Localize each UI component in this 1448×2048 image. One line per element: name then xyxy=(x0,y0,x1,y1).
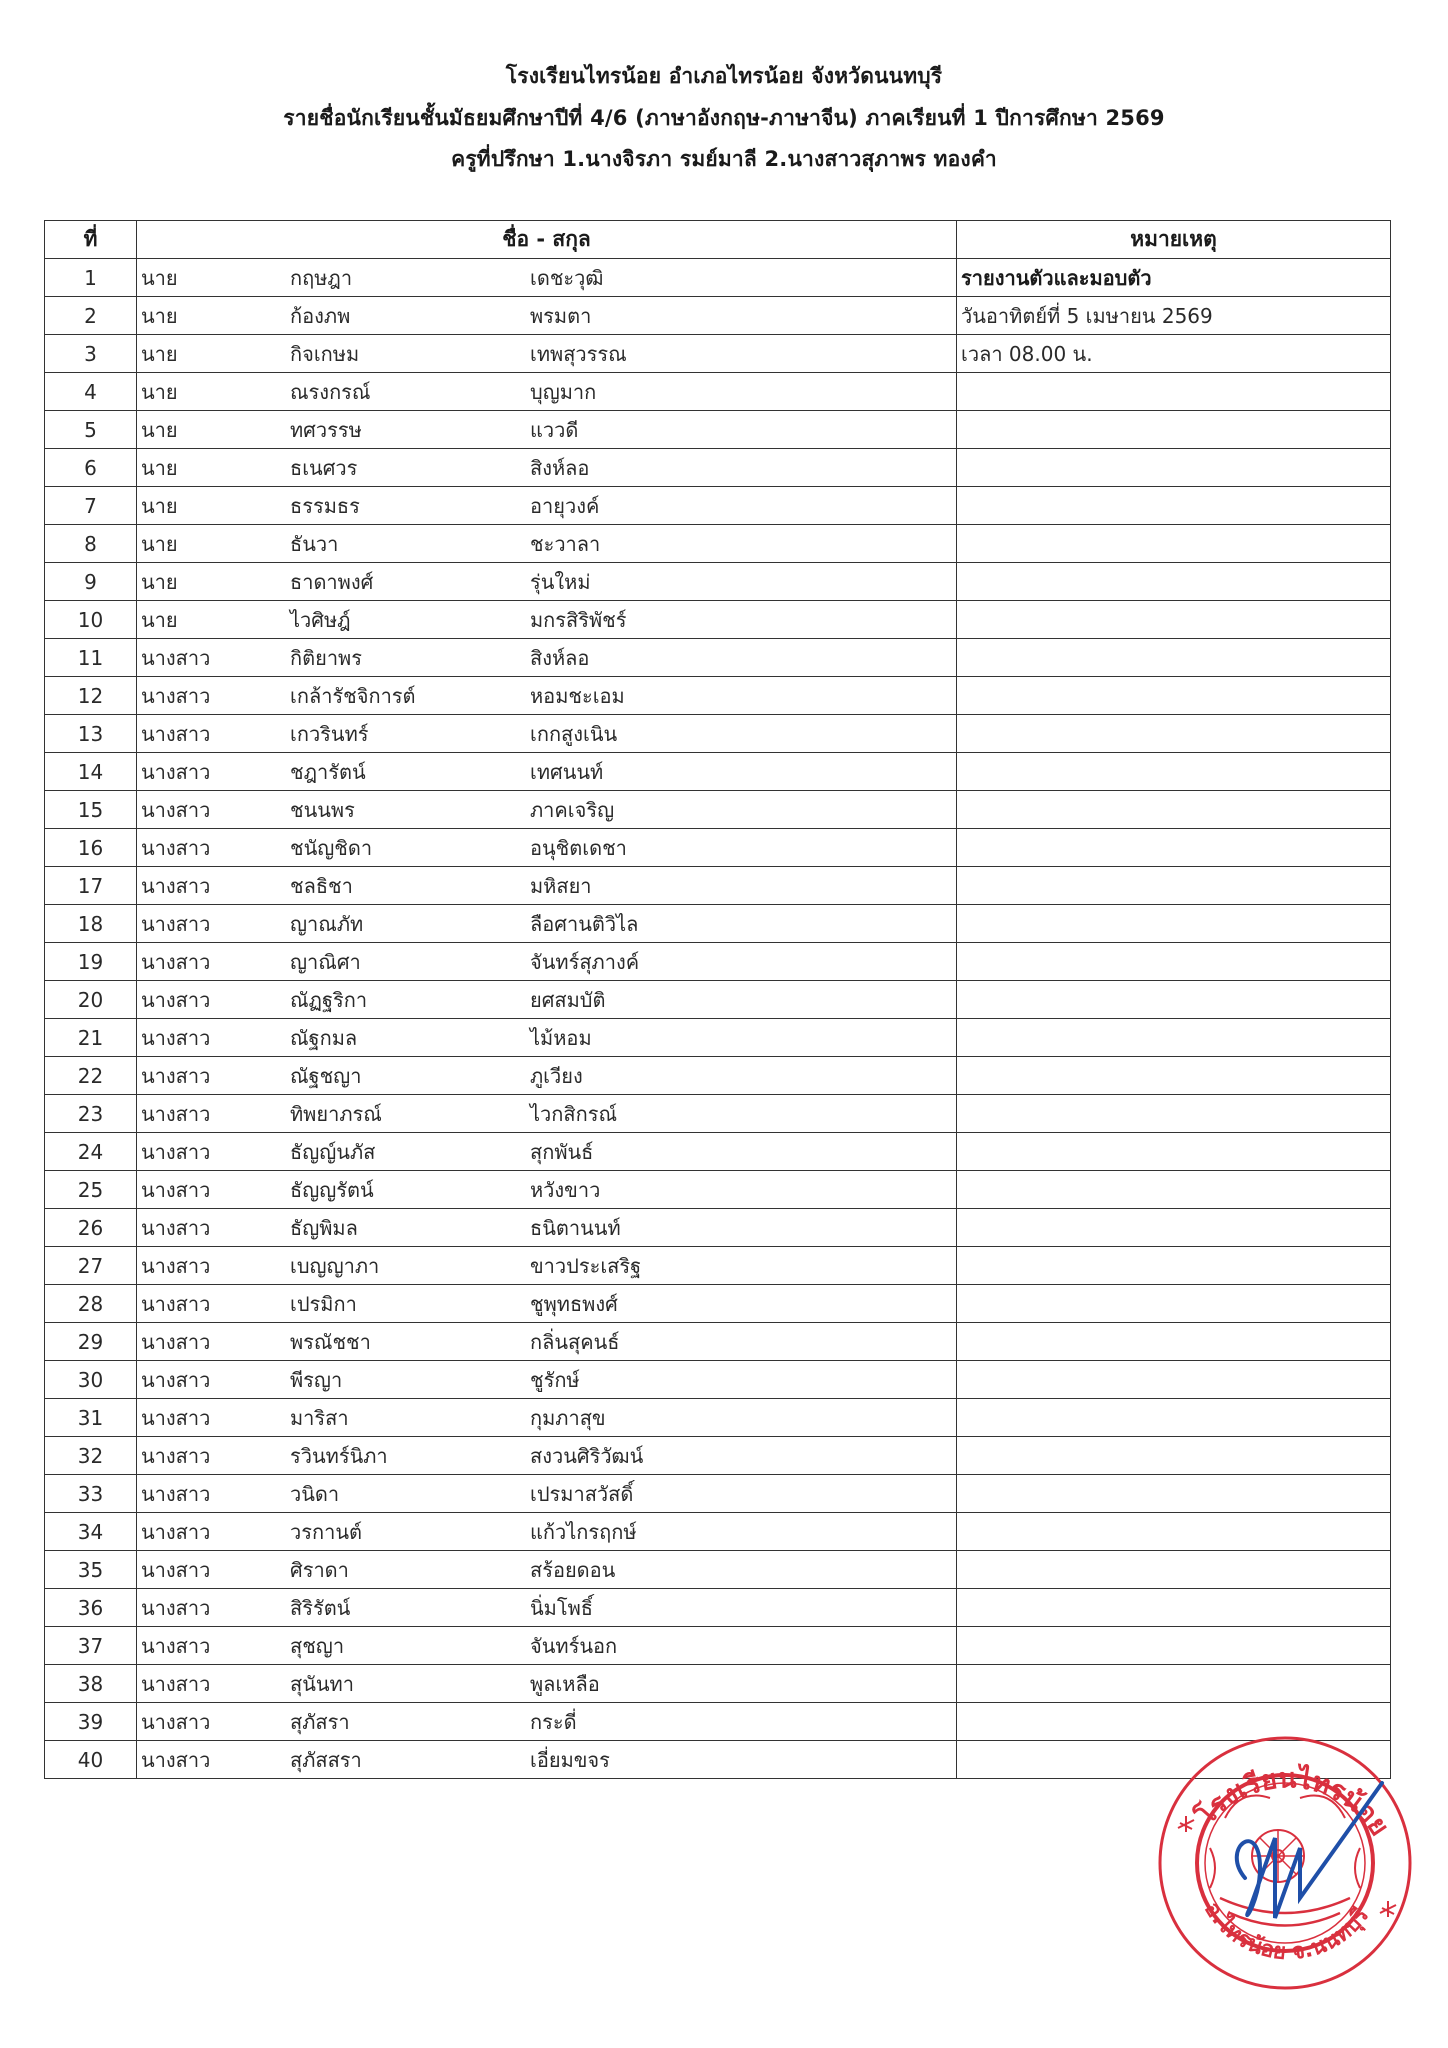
student-name-cell xyxy=(137,1019,957,1057)
last-name: หวังขาว xyxy=(530,1177,601,1202)
student-name-cell xyxy=(137,525,957,563)
first-name: ญาณภัท xyxy=(290,911,364,936)
row-number: 27 xyxy=(45,1247,137,1285)
first-name: ธัญพิมล xyxy=(290,1215,358,1240)
table-row xyxy=(45,1589,1391,1627)
student-name-cell xyxy=(137,411,957,449)
row-number: 4 xyxy=(45,373,137,411)
table-row xyxy=(45,1551,1391,1589)
table-row xyxy=(45,411,1391,449)
table-row xyxy=(45,1665,1391,1703)
name-prefix: นางสาว xyxy=(141,1671,211,1696)
remark-cell xyxy=(957,1019,1391,1057)
row-number: 9 xyxy=(45,563,137,601)
first-name: ณรงกรณ์ xyxy=(290,379,371,404)
student-name-cell xyxy=(137,1665,957,1703)
last-name: ลือศานติวิไล xyxy=(530,911,639,936)
name-prefix: นาย xyxy=(141,569,178,594)
row-number: 8 xyxy=(45,525,137,563)
first-name: เกวรินทร์ xyxy=(290,721,369,746)
last-name: สิงห์ลอ xyxy=(530,455,590,480)
student-name-cell xyxy=(137,1475,957,1513)
row-number: 14 xyxy=(45,753,137,791)
name-prefix: นางสาว xyxy=(141,759,211,784)
remark-cell xyxy=(957,1361,1391,1399)
student-name-cell xyxy=(137,753,957,791)
seal-bottom-text: อ.ไทรน้อย จ.นนทบุรี xyxy=(1199,1897,1375,1966)
star-ornament-icon xyxy=(1178,1816,1194,1832)
remark-cell xyxy=(957,1057,1391,1095)
name-prefix: นางสาว xyxy=(141,1519,211,1544)
first-name: สุภัสสรา xyxy=(290,1747,362,1772)
last-name: มกรสิริพัชร์ xyxy=(530,607,627,632)
table-row xyxy=(45,1247,1391,1285)
remark-cell xyxy=(957,1171,1391,1209)
first-name: สิริรัตน์ xyxy=(290,1595,351,1620)
last-name: นิ่มโพธิ์ xyxy=(530,1595,593,1620)
row-number: 36 xyxy=(45,1589,137,1627)
name-prefix: นางสาว xyxy=(141,1291,211,1316)
student-name-cell xyxy=(137,449,957,487)
row-number: 1 xyxy=(45,259,137,297)
name-prefix: นางสาว xyxy=(141,987,211,1012)
last-name: จันทร์นอก xyxy=(530,1633,618,1658)
last-name: ชูพุทธพงศ์ xyxy=(530,1291,618,1316)
first-name: ทศวรรษ xyxy=(290,417,362,442)
first-name: ธรรมธร xyxy=(290,493,360,518)
name-prefix: นาย xyxy=(141,607,178,632)
row-number: 5 xyxy=(45,411,137,449)
table-row xyxy=(45,867,1391,905)
student-name-cell xyxy=(137,297,957,335)
row-number: 22 xyxy=(45,1057,137,1095)
table-row xyxy=(45,1437,1391,1475)
remark-cell xyxy=(957,1665,1391,1703)
name-prefix: นาย xyxy=(141,417,178,442)
student-name-cell xyxy=(137,1627,957,1665)
table-row xyxy=(45,1019,1391,1057)
first-name: ชนัญชิดา xyxy=(290,835,373,860)
name-prefix: นาย xyxy=(141,341,178,366)
row-number: 21 xyxy=(45,1019,137,1057)
remark-cell xyxy=(957,1323,1391,1361)
table-row xyxy=(45,259,1391,297)
row-number: 3 xyxy=(45,335,137,373)
column-header-remark: หมายเหตุ xyxy=(957,221,1391,259)
remark-cell xyxy=(957,943,1391,981)
last-name: พูลเหลือ xyxy=(530,1671,600,1696)
remark-cell xyxy=(957,1589,1391,1627)
row-number: 30 xyxy=(45,1361,137,1399)
first-name: ญาณิศา xyxy=(290,949,361,974)
table-row xyxy=(45,677,1391,715)
row-number: 10 xyxy=(45,601,137,639)
row-number: 26 xyxy=(45,1209,137,1247)
table-row xyxy=(45,335,1391,373)
row-number: 35 xyxy=(45,1551,137,1589)
remark-cell xyxy=(957,753,1391,791)
first-name: กิติยาพร xyxy=(290,645,362,670)
table-row xyxy=(45,1133,1391,1171)
remark-cell xyxy=(957,601,1391,639)
student-name-cell xyxy=(137,715,957,753)
row-number: 15 xyxy=(45,791,137,829)
table-row xyxy=(45,1095,1391,1133)
remark-cell xyxy=(957,677,1391,715)
last-name: จันทร์สุภางค์ xyxy=(530,949,640,974)
student-name-cell xyxy=(137,335,957,373)
table-row xyxy=(45,1361,1391,1399)
row-number: 24 xyxy=(45,1133,137,1171)
student-name-cell xyxy=(137,867,957,905)
first-name: ธัญญรัตน์ xyxy=(290,1177,374,1202)
last-name: เทศนนท์ xyxy=(530,759,604,784)
student-name-cell xyxy=(137,677,957,715)
last-name: บุญมาก xyxy=(530,379,597,404)
row-number: 38 xyxy=(45,1665,137,1703)
row-number: 25 xyxy=(45,1171,137,1209)
remark-cell xyxy=(957,791,1391,829)
table-row xyxy=(45,1513,1391,1551)
name-prefix: นางสาว xyxy=(141,797,211,822)
table-row xyxy=(45,373,1391,411)
student-name-cell xyxy=(137,1589,957,1627)
name-prefix: นาย xyxy=(141,265,178,290)
row-number: 19 xyxy=(45,943,137,981)
table-row xyxy=(45,905,1391,943)
student-name-cell xyxy=(137,259,957,297)
last-name: หอมชะเอม xyxy=(530,683,625,708)
row-number: 37 xyxy=(45,1627,137,1665)
name-prefix: นางสาว xyxy=(141,1633,211,1658)
last-name: กระดี่ xyxy=(530,1709,577,1734)
last-name: กุมภาสุข xyxy=(530,1405,606,1430)
table-row xyxy=(45,1057,1391,1095)
name-prefix: นาย xyxy=(141,455,178,480)
document-title: รายชื่อนักเรียนชั้นมัธยมศึกษาปีที่ 4/6 (ภาษาอังกฤษ-ภาษาจีน) ภาคเรียนที่ 1 ปีการศึกษา 2569 xyxy=(283,106,1165,130)
table-row xyxy=(45,1627,1391,1665)
first-name: เปรมิกา xyxy=(290,1291,357,1316)
student-name-cell xyxy=(137,601,957,639)
row-number: 12 xyxy=(45,677,137,715)
svg-text:โรงเรียนไทรน้อย xyxy=(1188,1762,1395,1841)
last-name: เทพสุวรรณ xyxy=(530,341,627,366)
remark-cell: เวลา 08.00 น. xyxy=(957,335,1391,373)
last-name: เกกสูงเนิน xyxy=(530,721,618,746)
table-row xyxy=(45,715,1391,753)
student-name-cell xyxy=(137,563,957,601)
remark-cell xyxy=(957,639,1391,677)
last-name: เปรมาสวัสดิ์ xyxy=(530,1481,634,1506)
last-name: สร้อยดอน xyxy=(530,1557,616,1582)
first-name: ณัฏฐริกา xyxy=(290,987,368,1012)
student-name-cell xyxy=(137,487,957,525)
row-number: 18 xyxy=(45,905,137,943)
remark-cell xyxy=(957,449,1391,487)
remark-cell xyxy=(957,487,1391,525)
name-prefix: นางสาว xyxy=(141,1595,211,1620)
name-prefix: นาย xyxy=(141,303,178,328)
first-name: มาริสา xyxy=(290,1405,349,1430)
first-name: ไวศิษฎ์ xyxy=(290,607,351,632)
table-header-row xyxy=(45,221,1391,259)
remark-cell xyxy=(957,1247,1391,1285)
row-number: 7 xyxy=(45,487,137,525)
first-name: ศิราดา xyxy=(290,1557,349,1582)
remark-cell xyxy=(957,373,1391,411)
first-name: วนิดา xyxy=(290,1481,340,1506)
remark-cell xyxy=(957,1437,1391,1475)
row-number: 34 xyxy=(45,1513,137,1551)
column-header-no: ที่ xyxy=(45,221,137,259)
first-name: กิจเกษม xyxy=(290,341,360,366)
remark-cell xyxy=(957,1399,1391,1437)
name-prefix: นางสาว xyxy=(141,1063,211,1088)
last-name: กลิ่นสุคนธ์ xyxy=(530,1329,620,1354)
table-row xyxy=(45,525,1391,563)
remark-cell xyxy=(957,1285,1391,1323)
name-prefix: นางสาว xyxy=(141,721,211,746)
first-name: เบญญาภา xyxy=(290,1253,380,1278)
first-name: สุภัสรา xyxy=(290,1709,350,1734)
student-name-cell xyxy=(137,1057,957,1095)
last-name: อายุวงค์ xyxy=(530,493,600,518)
table-row xyxy=(45,753,1391,791)
table-row xyxy=(45,1209,1391,1247)
first-name: กฤษฎา xyxy=(290,265,353,290)
student-name-cell xyxy=(137,981,957,1019)
school-title: โรงเรียนไทรน้อย อำเภอไทรน้อย จังหวัดนนทบุรี xyxy=(505,64,943,88)
student-name-cell xyxy=(137,791,957,829)
last-name: มหิสยา xyxy=(530,873,592,898)
first-name: สุนันทา xyxy=(290,1671,354,1696)
name-prefix: นางสาว xyxy=(141,1557,211,1582)
student-name-cell xyxy=(137,1551,957,1589)
first-name: ชฎารัตน์ xyxy=(290,759,366,784)
last-name: แววดี xyxy=(530,417,579,442)
name-prefix: นางสาว xyxy=(141,1747,211,1772)
last-name: สิงห์ลอ xyxy=(530,645,590,670)
last-name: แก้วไกรฤกษ์ xyxy=(530,1519,637,1544)
first-name: ณัฐชญา xyxy=(290,1063,362,1088)
first-name: พรณัชชา xyxy=(290,1329,371,1354)
name-prefix: นางสาว xyxy=(141,949,211,974)
column-header-name: ชื่อ - สกุล xyxy=(137,221,957,259)
row-number: 17 xyxy=(45,867,137,905)
student-name-cell xyxy=(137,829,957,867)
student-name-cell xyxy=(137,1247,957,1285)
remark-cell xyxy=(957,867,1391,905)
table-row xyxy=(45,1475,1391,1513)
student-name-cell xyxy=(137,1437,957,1475)
last-name: ชะวาลา xyxy=(530,531,601,556)
name-prefix: นางสาว xyxy=(141,683,211,708)
name-prefix: นางสาว xyxy=(141,1253,211,1278)
name-prefix: นางสาว xyxy=(141,1329,211,1354)
seal-top-text: โรงเรียนไทรน้อย xyxy=(1190,1763,1396,1842)
row-number: 31 xyxy=(45,1399,137,1437)
row-number: 29 xyxy=(45,1323,137,1361)
last-name: เดชะวุฒิ xyxy=(530,265,604,290)
name-prefix: นาย xyxy=(141,493,178,518)
first-name: ธันวา xyxy=(290,531,339,556)
first-name: ทิพยาภรณ์ xyxy=(290,1101,382,1126)
student-roster-table xyxy=(44,220,1391,1779)
row-number: 20 xyxy=(45,981,137,1019)
row-number: 40 xyxy=(45,1741,137,1779)
name-prefix: นางสาว xyxy=(141,873,211,898)
remark-cell xyxy=(957,1513,1391,1551)
remark-cell xyxy=(957,829,1391,867)
last-name: รุ่นใหม่ xyxy=(530,569,591,594)
remark-cell xyxy=(957,905,1391,943)
table-row xyxy=(45,791,1391,829)
name-prefix: นาย xyxy=(141,379,178,404)
first-name: ธเนศวร xyxy=(290,455,358,480)
table-row xyxy=(45,563,1391,601)
student-name-cell xyxy=(137,943,957,981)
last-name: ยศสมบัติ xyxy=(530,987,606,1012)
row-number: 32 xyxy=(45,1437,137,1475)
name-prefix: นางสาว xyxy=(141,645,211,670)
name-prefix: นางสาว xyxy=(141,1215,211,1240)
remark-cell xyxy=(957,563,1391,601)
name-prefix: นางสาว xyxy=(141,1139,211,1164)
name-prefix: นางสาว xyxy=(141,1405,211,1430)
table-row xyxy=(45,1399,1391,1437)
last-name: สงวนศิริวัฒน์ xyxy=(530,1443,644,1468)
name-prefix: นางสาว xyxy=(141,1443,211,1468)
remark-cell xyxy=(957,1475,1391,1513)
table-row xyxy=(45,829,1391,867)
table-row xyxy=(45,297,1391,335)
first-name: ก้องภพ xyxy=(290,303,351,328)
student-name-cell xyxy=(137,639,957,677)
remark-cell xyxy=(957,1095,1391,1133)
student-name-cell xyxy=(137,373,957,411)
first-name: วรกานต์ xyxy=(290,1519,362,1544)
student-name-cell xyxy=(137,1703,957,1741)
remark-cell xyxy=(957,411,1391,449)
name-prefix: นางสาว xyxy=(141,835,211,860)
row-number: 6 xyxy=(45,449,137,487)
first-name: ชนนพร xyxy=(290,797,355,822)
name-prefix: นางสาว xyxy=(141,1481,211,1506)
table-row xyxy=(45,1285,1391,1323)
row-number: 11 xyxy=(45,639,137,677)
student-name-cell xyxy=(137,1323,957,1361)
student-name-cell xyxy=(137,1741,957,1779)
school-seal-stamp xyxy=(1150,1728,1420,1998)
last-name: ขาวประเสริฐ xyxy=(530,1253,642,1278)
first-name: ณัฐกมล xyxy=(290,1025,358,1050)
remark-cell xyxy=(957,525,1391,563)
last-name: อนุชิตเดชา xyxy=(530,835,627,860)
name-prefix: นางสาว xyxy=(141,1709,211,1734)
table-row xyxy=(45,487,1391,525)
table-row xyxy=(45,943,1391,981)
remark-cell xyxy=(957,715,1391,753)
table-row xyxy=(45,981,1391,1019)
student-name-cell xyxy=(137,1361,957,1399)
row-number: 13 xyxy=(45,715,137,753)
student-name-cell xyxy=(137,1513,957,1551)
first-name: ธาดาพงศ์ xyxy=(290,569,374,594)
first-name: พีรญา xyxy=(290,1367,343,1392)
first-name: รวินทร์นิภา xyxy=(290,1443,388,1468)
student-name-cell xyxy=(137,1171,957,1209)
row-number: 2 xyxy=(45,297,137,335)
remark-cell: รายงานตัวและมอบตัว xyxy=(957,259,1391,297)
last-name: ภูเวียง xyxy=(530,1063,583,1088)
row-number: 28 xyxy=(45,1285,137,1323)
student-name-cell xyxy=(137,1399,957,1437)
row-number: 39 xyxy=(45,1703,137,1741)
remark-cell xyxy=(957,981,1391,1019)
remark-cell xyxy=(957,1627,1391,1665)
table-row xyxy=(45,449,1391,487)
first-name: เกล้ารัชจิการต์ xyxy=(290,683,416,708)
last-name: พรมตา xyxy=(530,303,592,328)
last-name: เอี่ยมขจร xyxy=(530,1747,610,1772)
name-prefix: นางสาว xyxy=(141,911,211,936)
name-prefix: นางสาว xyxy=(141,1177,211,1202)
remark-cell: วันอาทิตย์ที่ 5 เมษายน 2569 xyxy=(957,297,1391,335)
table-row xyxy=(45,601,1391,639)
last-name: ไม้หอม xyxy=(530,1025,592,1050)
student-name-cell xyxy=(137,905,957,943)
name-prefix: นางสาว xyxy=(141,1025,211,1050)
svg-text:อ.ไทรน้อย จ.นนทบุรี xyxy=(1199,1898,1374,1965)
remark-cell xyxy=(957,1209,1391,1247)
student-name-cell xyxy=(137,1285,957,1323)
table-row xyxy=(45,1171,1391,1209)
student-name-cell xyxy=(137,1209,957,1247)
remark-cell xyxy=(957,1133,1391,1171)
name-prefix: นางสาว xyxy=(141,1367,211,1392)
first-name: ชลธิชา xyxy=(290,873,353,898)
last-name: สุกพันธ์ xyxy=(530,1139,594,1164)
last-name: ภาคเจริญ xyxy=(530,797,615,822)
first-name: ธัญญ์นภัส xyxy=(290,1139,376,1164)
name-prefix: นาย xyxy=(141,531,178,556)
row-number: 23 xyxy=(45,1095,137,1133)
remark-cell xyxy=(957,1551,1391,1589)
advisor-line: ครูที่ปรึกษา 1.นางจิรภา รมย์มาลี 2.นางสาวสุภาพร ทองคำ xyxy=(451,147,997,171)
table-row xyxy=(45,639,1391,677)
last-name: ชูรักษ์ xyxy=(530,1367,580,1392)
row-number: 33 xyxy=(45,1475,137,1513)
row-number: 16 xyxy=(45,829,137,867)
last-name: ธนิตานนท์ xyxy=(530,1215,621,1240)
student-name-cell xyxy=(137,1133,957,1171)
first-name: สุชญา xyxy=(290,1633,345,1658)
last-name: ไวกสิกรณ์ xyxy=(530,1101,618,1126)
table-row xyxy=(45,1323,1391,1361)
name-prefix: นางสาว xyxy=(141,1101,211,1126)
student-name-cell xyxy=(137,1095,957,1133)
